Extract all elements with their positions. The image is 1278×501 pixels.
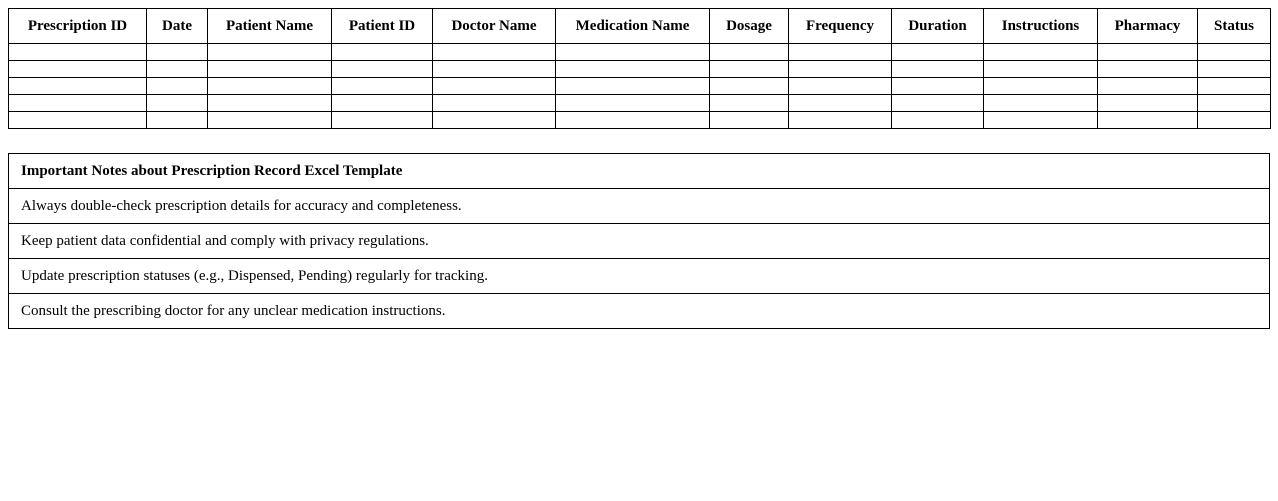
table-cell[interactable] (147, 95, 208, 112)
table-cell[interactable] (9, 78, 147, 95)
table-cell[interactable] (1098, 78, 1198, 95)
note-item: Consult the prescribing doctor for any unclear medication instructions. (9, 294, 1270, 329)
table-row (9, 44, 1271, 61)
column-header-patient-id: Patient ID (332, 9, 433, 44)
table-cell[interactable] (892, 78, 984, 95)
table-cell[interactable] (208, 78, 332, 95)
table-cell[interactable] (332, 112, 433, 129)
table-cell[interactable] (710, 44, 789, 61)
table-cell[interactable] (556, 78, 710, 95)
table-cell[interactable] (9, 44, 147, 61)
column-header-doctor-name: Doctor Name (433, 9, 556, 44)
table-cell[interactable] (208, 112, 332, 129)
note-item: Keep patient data confidential and comply with privacy regulations. (9, 224, 1270, 259)
table-cell[interactable] (892, 112, 984, 129)
table-cell[interactable] (147, 112, 208, 129)
table-cell[interactable] (433, 112, 556, 129)
column-header-status: Status (1198, 9, 1271, 44)
column-header-date: Date (147, 9, 208, 44)
table-cell[interactable] (789, 61, 892, 78)
table-cell[interactable] (1098, 112, 1198, 129)
table-cell[interactable] (1098, 61, 1198, 78)
note-row (9, 294, 1270, 329)
table-row (9, 78, 1271, 95)
table-cell[interactable] (556, 112, 710, 129)
table-cell[interactable] (984, 78, 1098, 95)
table-cell[interactable] (147, 61, 208, 78)
table-cell[interactable] (892, 95, 984, 112)
notes-title: Important Notes about Prescription Record Excel Template (9, 154, 1270, 189)
column-header-medication-name: Medication Name (556, 9, 710, 44)
table-cell[interactable] (433, 44, 556, 61)
table-cell[interactable] (332, 95, 433, 112)
table-cell[interactable] (710, 112, 789, 129)
table-cell[interactable] (9, 112, 147, 129)
column-header-prescription-id: Prescription ID (9, 9, 147, 44)
table-cell[interactable] (1198, 78, 1271, 95)
note-item: Always double-check prescription details for accuracy and completeness. (9, 189, 1270, 224)
table-cell[interactable] (789, 44, 892, 61)
table-row (9, 61, 1271, 78)
table-cell[interactable] (789, 78, 892, 95)
table-cell[interactable] (147, 78, 208, 95)
column-header-pharmacy: Pharmacy (1098, 9, 1198, 44)
column-header-frequency: Frequency (789, 9, 892, 44)
table-cell[interactable] (1198, 112, 1271, 129)
table-row (9, 112, 1271, 129)
table-cell[interactable] (9, 61, 147, 78)
table-cell[interactable] (1198, 95, 1271, 112)
table-cell[interactable] (556, 95, 710, 112)
table-cell[interactable] (789, 95, 892, 112)
table-cell[interactable] (710, 78, 789, 95)
note-row (9, 259, 1270, 294)
table-cell[interactable] (984, 61, 1098, 78)
column-header-duration: Duration (892, 9, 984, 44)
table-cell[interactable] (556, 44, 710, 61)
table-cell[interactable] (984, 44, 1098, 61)
notes-title-row (9, 154, 1270, 189)
table-cell[interactable] (332, 78, 433, 95)
table-row (9, 95, 1271, 112)
table-cell[interactable] (1198, 44, 1271, 61)
table-cell[interactable] (984, 95, 1098, 112)
table-cell[interactable] (1098, 95, 1198, 112)
table-cell[interactable] (556, 61, 710, 78)
table-cell[interactable] (208, 95, 332, 112)
table-cell[interactable] (9, 95, 147, 112)
table-cell[interactable] (332, 44, 433, 61)
column-header-dosage: Dosage (710, 9, 789, 44)
table-cell[interactable] (147, 44, 208, 61)
table-cell[interactable] (208, 44, 332, 61)
table-cell[interactable] (332, 61, 433, 78)
prescription-records-table (8, 8, 1271, 129)
table-header-row (9, 9, 1271, 44)
table-cell[interactable] (789, 112, 892, 129)
table-cell[interactable] (892, 44, 984, 61)
document-sheet (8, 8, 1270, 329)
note-row (9, 189, 1270, 224)
table-cell[interactable] (710, 95, 789, 112)
table-cell[interactable] (433, 61, 556, 78)
table-body (9, 44, 1271, 129)
note-item: Update prescription statuses (e.g., Dispensed, Pending) regularly for tracking. (9, 259, 1270, 294)
table-cell[interactable] (1098, 44, 1198, 61)
note-row (9, 224, 1270, 259)
important-notes-table (8, 153, 1270, 329)
table-cell[interactable] (710, 61, 789, 78)
table-cell[interactable] (433, 95, 556, 112)
table-cell[interactable] (208, 61, 332, 78)
table-cell[interactable] (1198, 61, 1271, 78)
table-cell[interactable] (892, 61, 984, 78)
table-cell[interactable] (433, 78, 556, 95)
column-header-instructions: Instructions (984, 9, 1098, 44)
table-cell[interactable] (984, 112, 1098, 129)
column-header-patient-name: Patient Name (208, 9, 332, 44)
